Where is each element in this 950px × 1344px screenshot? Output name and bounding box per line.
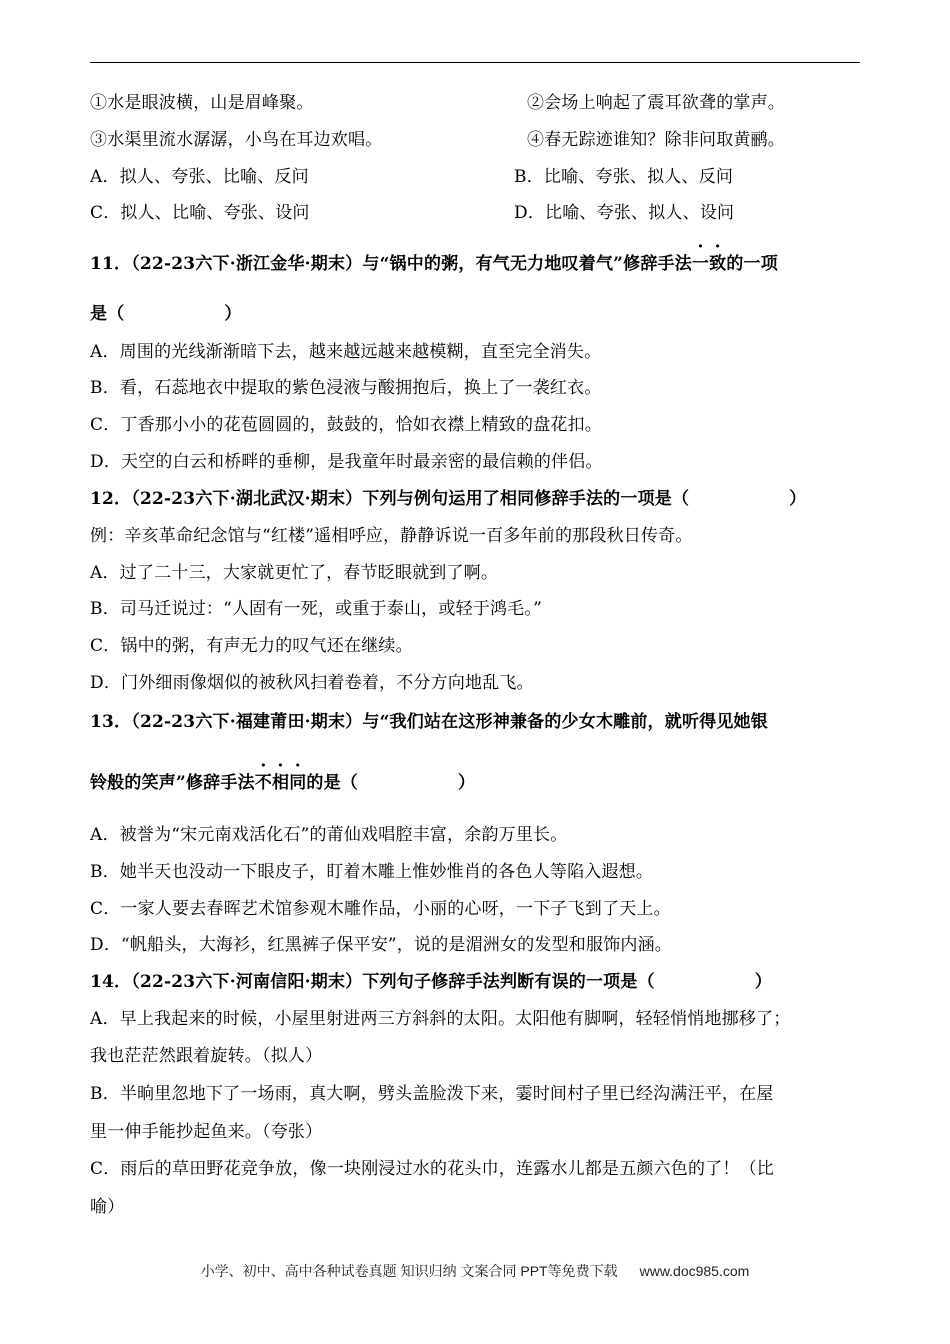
q11-emphasis-char: 致 (709, 254, 727, 274)
q13-emphasis-char: 同 (289, 773, 307, 793)
q13-stem-line-2 (90, 771, 475, 795)
q11-stem-text-end: 的一项 (726, 254, 778, 274)
header-rule (90, 62, 860, 63)
q14-option-b-line-1: B．半晌里忽地下了一场雨，真大啊，劈头盖脸泼下来，霎时间村子里已经沟满汪平，在屋 (90, 1084, 774, 1104)
q11-stem-line-1 (90, 252, 778, 276)
q10-row-1 (90, 91, 785, 115)
q13-stem-line-1: 13．（22-23六下·福建莆田·期末）与“我们站在这形神兼备的少女木雕前，就听得见她银 (90, 712, 768, 732)
q14-option-c-line-1: C．雨后的草田野花竞争放，像一块刚浸过水的花头巾，连露水儿都是五颜六色的了！（比 (90, 1159, 775, 1179)
q12-stem (90, 487, 806, 511)
q11-emphasis-char: 一 (691, 254, 710, 274)
q13-emphasis-char: 不 (254, 773, 272, 793)
q11-paren-close: ） (224, 304, 242, 324)
q11-option-d: D．天空的白云和桥畔的垂柳，是我童年时最亲密的最信赖的伴侣。 (90, 452, 603, 472)
q14-option-c-line-2: 喻） (90, 1197, 125, 1217)
q11-option-a: A．周围的光线渐渐暗下去，越来越远越来越模糊，直至完全消失。 (90, 342, 602, 362)
q12-option-a: A．过了二十三，大家就更忙了，春节眨眼就到了啊。 (90, 563, 499, 583)
q12-option-b: B．司马迁说过：“人固有一死，或重于泰山，或轻于鸿毛。” (90, 599, 542, 619)
q13-paren-close: ） (458, 773, 476, 793)
q10-option-c: C．拟人、比喻、夸张、设问 (90, 203, 310, 223)
q12-example: 例：辛亥革命纪念馆与“红楼”遥相呼应，静静诉说一百多年前的那段秋日传奇。 (90, 526, 693, 546)
q10-sentence-3: ③水渠里流水潺潺，小鸟在耳边欢唱。 (90, 130, 383, 150)
q10-option-a: A．拟人、夸张、比喻、反问 (90, 167, 309, 187)
page-footer (0, 1261, 950, 1281)
q14-stem (90, 970, 772, 994)
q12-option-c: C．锅中的粥，有声无力的叹气还在继续。 (90, 636, 413, 656)
q14-option-a-line-2: 我也茫茫然跟着旋转。（拟人） (90, 1046, 323, 1066)
q10-row-3 (90, 165, 734, 189)
q13-option-b: B．她半天也没动一下眼皮子，盯着木雕上惟妙惟肖的各色人等陷入遐想。 (90, 862, 654, 882)
q11-stem-text: 11．（22-23六下·浙江金华·期末）与“锅中的粥，有气无力地叹着气”修辞手法 (90, 254, 692, 274)
q12-stem-text: 12．（22-23六下·湖北武汉·期末）下列与例句运用了相同修辞手法的一项是（ (90, 489, 690, 509)
q10-option-d: D．比喻、夸张、拟人、设问 (514, 203, 735, 223)
q11-option-c: C．丁香那小小的花苞圆圆的，鼓鼓的，恰如衣襟上精致的盘花扣。 (90, 415, 603, 435)
q11-stem-line-2 (90, 302, 242, 326)
q11-option-b: B．看，石蕊地衣中提取的紫色浸液与酸拥抱后，换上了一袭红衣。 (90, 378, 602, 398)
q13-option-a: A．被誉为“宋元南戏活化石”的莆仙戏唱腔丰富，余韵万里长。 (90, 825, 568, 845)
q10-option-b: B．比喻、夸张、拟人、反问 (514, 167, 734, 187)
q11-stem-text: 是（ (90, 304, 125, 324)
q13-emphasis-char: 相 (271, 773, 290, 793)
q10-row-2 (90, 128, 785, 152)
q14-paren-close: ） (754, 972, 772, 992)
q14-option-b-line-2: 里一伸手能抄起鱼来。（夸张） (90, 1122, 323, 1142)
footer-text: 小学、初中、高中各种试卷真题 知识归纳 文案合同 PPT等免费下载 (200, 1263, 618, 1279)
q13-stem-text-end: 的是（ (306, 773, 358, 793)
q10-row-4 (90, 201, 735, 225)
q14-stem-text: 14．（22-23六下·河南信阳·期末）下列句子修辞手法判断有误的一项是（ (90, 972, 655, 992)
q12-paren-close: ） (789, 489, 807, 509)
q10-sentence-2: ②会场上响起了震耳欲聋的掌声。 (527, 93, 785, 113)
q13-option-c: C．一家人要去春晖艺术馆参观木雕作品，小丽的心呀，一下子飞到了天上。 (90, 899, 671, 919)
q14-option-a-line-1: A．早上我起来的时候，小屋里射进两三方斜斜的太阳。太阳他有脚啊，轻轻悄悄地挪移了； (90, 1009, 791, 1029)
q12-option-d: D．门外细雨像烟似的被秋风扫着卷着，不分方向地乱飞。 (90, 673, 534, 693)
footer-url[interactable]: www.doc985.com (639, 1263, 750, 1279)
q10-sentence-4: ④春无踪迹谁知？除非问取黄鹂。 (527, 130, 785, 150)
q10-sentence-1: ①水是眼波横，山是眉峰聚。 (90, 93, 314, 113)
q13-stem-text: 铃般的笑声”修辞手法 (90, 773, 255, 793)
q13-option-d: D．“帆船头，大海衫，红黑裤子保平安”，说的是湄洲女的发型和服饰内涵。 (90, 935, 673, 955)
